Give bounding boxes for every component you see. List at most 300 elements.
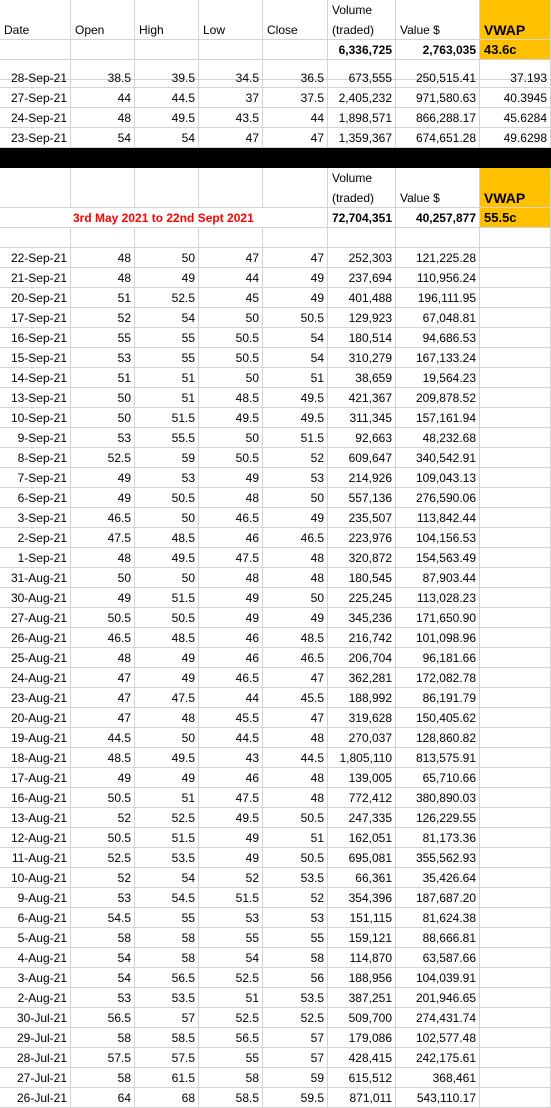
cell-low[interactable]: 46.5 [199, 508, 263, 528]
cell-open[interactable]: 53 [71, 888, 135, 908]
cell-vwap[interactable] [480, 948, 551, 968]
cell-close[interactable]: 54 [263, 348, 328, 368]
cell-close[interactable]: 53.5 [263, 868, 328, 888]
cell-low[interactable]: 48.5 [199, 388, 263, 408]
cell-date[interactable]: 26-Jul-21 [0, 1088, 71, 1108]
cell-vwap[interactable] [480, 808, 551, 828]
cell-low[interactable]: 56.5 [199, 1028, 263, 1048]
cell-low[interactable]: 49.5 [199, 408, 263, 428]
cell-volume[interactable]: 1,898,571 [328, 108, 396, 128]
cell-vwap[interactable] [480, 648, 551, 668]
cell-empty[interactable] [199, 40, 263, 60]
cell-volume[interactable]: 615,512 [328, 1068, 396, 1088]
cell-value[interactable]: 172,082.78 [396, 668, 480, 688]
cell-high[interactable]: 58 [135, 948, 199, 968]
cell-volume[interactable]: 270,037 [328, 728, 396, 748]
cell-low[interactable]: 48 [199, 488, 263, 508]
cell-high[interactable]: 57 [135, 1008, 199, 1028]
cell-open[interactable]: 48 [71, 248, 135, 268]
cell-open[interactable]: 58 [71, 1068, 135, 1088]
cell-open[interactable]: 50 [71, 388, 135, 408]
cell-vwap[interactable] [480, 708, 551, 728]
cell-date[interactable]: 25-Aug-21 [0, 648, 71, 668]
cell-date[interactable]: 20-Sep-21 [0, 288, 71, 308]
cell-date[interactable]: 4-Aug-21 [0, 948, 71, 968]
cell-low[interactable]: 50 [199, 428, 263, 448]
cell-open[interactable]: 46.5 [71, 508, 135, 528]
cell-volume[interactable]: 609,647 [328, 448, 396, 468]
cell-low[interactable]: 43.5 [199, 108, 263, 128]
cell-open[interactable]: 52.5 [71, 848, 135, 868]
cell-high[interactable]: 54 [135, 308, 199, 328]
cell-open[interactable]: 44 [71, 88, 135, 108]
cell-volume[interactable]: 320,872 [328, 548, 396, 568]
cell-date[interactable]: 2-Aug-21 [0, 988, 71, 1008]
cell-close[interactable]: 36.5 [263, 68, 328, 88]
cell-volume[interactable]: 428,415 [328, 1048, 396, 1068]
cell-high[interactable]: 54 [135, 128, 199, 148]
cell-open[interactable]: 52 [71, 808, 135, 828]
cell-volume[interactable]: 188,956 [328, 968, 396, 988]
cell-high[interactable]: 50 [135, 248, 199, 268]
cell-low[interactable]: 45.5 [199, 708, 263, 728]
cell-close[interactable]: 37.5 [263, 88, 328, 108]
bottom-total-vwap[interactable]: 55.5c [480, 208, 551, 228]
cell-high[interactable]: 49.5 [135, 548, 199, 568]
cell-low[interactable]: 44 [199, 688, 263, 708]
total-volume[interactable]: 6,336,725 [328, 40, 396, 60]
cell-volume[interactable]: 159,121 [328, 928, 396, 948]
cell-low[interactable]: 58 [199, 1068, 263, 1088]
cell-open[interactable]: 49 [71, 768, 135, 788]
cell-close[interactable]: 49 [263, 268, 328, 288]
cell-open[interactable]: 58 [71, 1028, 135, 1048]
cell-close[interactable]: 48 [263, 548, 328, 568]
cell-high[interactable]: 53 [135, 468, 199, 488]
cell-low[interactable]: 46 [199, 628, 263, 648]
cell-high[interactable]: 48.5 [135, 528, 199, 548]
cell-volume[interactable]: 345,236 [328, 608, 396, 628]
cell-low[interactable]: 44.5 [199, 728, 263, 748]
cell-close[interactable]: 51 [263, 368, 328, 388]
cell-close[interactable]: 50 [263, 588, 328, 608]
cell-vwap[interactable] [480, 368, 551, 388]
cell-volume[interactable]: 311,345 [328, 408, 396, 428]
cell-close[interactable]: 47 [263, 248, 328, 268]
cell-value[interactable]: 813,575.91 [396, 748, 480, 768]
cell-volume[interactable]: 216,742 [328, 628, 396, 648]
cell-value[interactable]: 86,191.79 [396, 688, 480, 708]
cell-volume[interactable]: 206,704 [328, 648, 396, 668]
cell-close[interactable]: 48.5 [263, 628, 328, 648]
cell-date[interactable]: 29-Jul-21 [0, 1028, 71, 1048]
cell-low[interactable]: 51.5 [199, 888, 263, 908]
cell-low[interactable]: 49 [199, 588, 263, 608]
cell-date[interactable]: 28-Jul-21 [0, 1048, 71, 1068]
cell-value[interactable]: 113,028.23 [396, 588, 480, 608]
header-date[interactable]: Date [0, 0, 71, 40]
cell-volume[interactable]: 401,488 [328, 288, 396, 308]
cell-value[interactable]: 866,288.17 [396, 108, 480, 128]
cell-open[interactable]: 47.5 [71, 528, 135, 548]
cell-close[interactable]: 49 [263, 608, 328, 628]
cell-close[interactable]: 56 [263, 968, 328, 988]
cell-open[interactable]: 54 [71, 128, 135, 148]
cell-date[interactable]: 27-Aug-21 [0, 608, 71, 628]
cell-open[interactable]: 46.5 [71, 628, 135, 648]
cell-high[interactable]: 52.5 [135, 808, 199, 828]
cell-high[interactable]: 49 [135, 768, 199, 788]
cell-value[interactable]: 101,098.96 [396, 628, 480, 648]
cell-close[interactable]: 52 [263, 888, 328, 908]
cell-volume[interactable]: 223,976 [328, 528, 396, 548]
cell-volume[interactable]: 509,700 [328, 1008, 396, 1028]
cell-volume[interactable]: 114,870 [328, 948, 396, 968]
cell-volume[interactable]: 38,659 [328, 368, 396, 388]
cell-close[interactable]: 51.5 [263, 428, 328, 448]
header-value[interactable]: Value $ [396, 0, 480, 40]
cell-vwap[interactable] [480, 968, 551, 988]
cell-close[interactable]: 46.5 [263, 648, 328, 668]
cell-value[interactable]: 242,175.61 [396, 1048, 480, 1068]
cell-vwap[interactable] [480, 688, 551, 708]
cell-high[interactable]: 61.5 [135, 1068, 199, 1088]
cell-value[interactable]: 81,624.38 [396, 908, 480, 928]
cell-date[interactable]: 24-Aug-21 [0, 668, 71, 688]
cell-volume[interactable]: 354,396 [328, 888, 396, 908]
cell-volume[interactable]: 387,251 [328, 988, 396, 1008]
cell-date[interactable]: 22-Sep-21 [0, 248, 71, 268]
cell-date[interactable]: 31-Aug-21 [0, 568, 71, 588]
cell-date[interactable]: 7-Sep-21 [0, 468, 71, 488]
cell-volume[interactable]: 66,361 [328, 868, 396, 888]
cell-high[interactable]: 51.5 [135, 828, 199, 848]
cell-volume[interactable]: 252,303 [328, 248, 396, 268]
cell-value[interactable]: 196,111.95 [396, 288, 480, 308]
cell-low[interactable]: 53 [199, 908, 263, 928]
cell-close[interactable]: 55 [263, 928, 328, 948]
cell-volume[interactable]: 237,694 [328, 268, 396, 288]
cell-high[interactable]: 53.5 [135, 988, 199, 1008]
cell-empty[interactable] [135, 40, 199, 60]
cell-vwap[interactable] [480, 888, 551, 908]
cell-low[interactable]: 47.5 [199, 548, 263, 568]
cell-volume[interactable]: 139,005 [328, 768, 396, 788]
cell-value[interactable]: 355,562.93 [396, 848, 480, 868]
cell-value[interactable]: 380,890.03 [396, 788, 480, 808]
cell-open[interactable]: 55 [71, 328, 135, 348]
cell-low[interactable]: 50 [199, 368, 263, 388]
cell-low[interactable]: 49 [199, 608, 263, 628]
cell-open[interactable]: 50.5 [71, 788, 135, 808]
cell-value[interactable]: 368,461 [396, 1068, 480, 1088]
cell-volume[interactable]: 310,279 [328, 348, 396, 368]
cell-close[interactable]: 48 [263, 768, 328, 788]
cell-date[interactable]: 18-Aug-21 [0, 748, 71, 768]
cell-date[interactable]: 2-Sep-21 [0, 528, 71, 548]
cell-volume[interactable]: 2,405,232 [328, 88, 396, 108]
cell-vwap[interactable] [480, 488, 551, 508]
cell-low[interactable]: 46 [199, 768, 263, 788]
cell-low[interactable]: 46.5 [199, 668, 263, 688]
cell-close[interactable]: 59 [263, 1068, 328, 1088]
cell-vwap[interactable] [480, 528, 551, 548]
cell-close[interactable]: 50.5 [263, 808, 328, 828]
cell-high[interactable]: 51.5 [135, 408, 199, 428]
cell-date[interactable]: 12-Aug-21 [0, 828, 71, 848]
cell-high[interactable]: 58.5 [135, 1028, 199, 1048]
cell-vwap[interactable] [480, 588, 551, 608]
header-open[interactable]: Open [71, 0, 135, 40]
cell-volume[interactable]: 129,923 [328, 308, 396, 328]
cell-volume[interactable]: 247,335 [328, 808, 396, 828]
cell-low[interactable]: 54 [199, 948, 263, 968]
cell-high[interactable]: 50 [135, 728, 199, 748]
bottom-total-value[interactable]: 40,257,877 [396, 208, 480, 228]
cell-vwap[interactable] [480, 928, 551, 948]
cell-date[interactable]: 1-Sep-21 [0, 548, 71, 568]
cell-open[interactable]: 48 [71, 648, 135, 668]
cell-date[interactable]: 19-Aug-21 [0, 728, 71, 748]
cell-vwap[interactable] [480, 548, 551, 568]
cell-date[interactable]: 10-Aug-21 [0, 868, 71, 888]
cell-date[interactable]: 27-Sep-21 [0, 88, 71, 108]
cell-volume[interactable]: 1,805,110 [328, 748, 396, 768]
cell-close[interactable]: 47 [263, 668, 328, 688]
cell-date[interactable]: 16-Aug-21 [0, 788, 71, 808]
cell-value[interactable]: 104,039.91 [396, 968, 480, 988]
cell-vwap[interactable] [480, 748, 551, 768]
cell-volume[interactable]: 225,245 [328, 588, 396, 608]
cell-open[interactable]: 51 [71, 368, 135, 388]
cell-date[interactable]: 30-Aug-21 [0, 588, 71, 608]
cell-date[interactable]: 13-Sep-21 [0, 388, 71, 408]
cell-vwap[interactable] [480, 1048, 551, 1068]
cell-close[interactable]: 54 [263, 328, 328, 348]
cell-high[interactable]: 55 [135, 908, 199, 928]
cell-volume[interactable]: 421,367 [328, 388, 396, 408]
cell-close[interactable]: 46.5 [263, 528, 328, 548]
cell-high[interactable]: 54.5 [135, 888, 199, 908]
cell-volume[interactable]: 235,507 [328, 508, 396, 528]
cell-close[interactable]: 50.5 [263, 308, 328, 328]
cell-volume[interactable]: 151,115 [328, 908, 396, 928]
cell-value[interactable]: 104,156.53 [396, 528, 480, 548]
cell-value[interactable]: 157,161.94 [396, 408, 480, 428]
cell-high[interactable]: 52.5 [135, 288, 199, 308]
cell-vwap[interactable] [480, 1028, 551, 1048]
cell-vwap[interactable] [480, 868, 551, 888]
cell-vwap[interactable] [480, 268, 551, 288]
cell-open[interactable]: 51 [71, 288, 135, 308]
cell-volume[interactable]: 180,545 [328, 568, 396, 588]
cell-vwap[interactable] [480, 328, 551, 348]
cell-value[interactable]: 543,110.17 [396, 1088, 480, 1108]
cell-vwap[interactable] [480, 348, 551, 368]
cell-high[interactable]: 51 [135, 388, 199, 408]
cell-low[interactable]: 43 [199, 748, 263, 768]
cell-volume[interactable]: 180,514 [328, 328, 396, 348]
cell-close[interactable]: 52 [263, 448, 328, 468]
cell-high[interactable]: 51 [135, 788, 199, 808]
cell-open[interactable]: 64 [71, 1088, 135, 1108]
cell-vwap[interactable] [480, 568, 551, 588]
cell-volume[interactable]: 92,663 [328, 428, 396, 448]
cell-vwap[interactable] [480, 288, 551, 308]
cell-low[interactable]: 46 [199, 648, 263, 668]
cell-volume[interactable]: 557,136 [328, 488, 396, 508]
cell-low[interactable]: 49 [199, 828, 263, 848]
cell-close[interactable]: 47 [263, 128, 328, 148]
bottom-header-volume[interactable] [328, 168, 396, 208]
cell-value[interactable]: 171,650.90 [396, 608, 480, 628]
cell-high[interactable]: 49 [135, 268, 199, 288]
cell-close[interactable]: 49 [263, 288, 328, 308]
cell-open[interactable]: 53 [71, 348, 135, 368]
cell-open[interactable]: 54 [71, 968, 135, 988]
cell-value[interactable]: 96,181.66 [396, 648, 480, 668]
cell-low[interactable]: 34.5 [199, 68, 263, 88]
cell-high[interactable]: 59 [135, 448, 199, 468]
cell-vwap[interactable] [480, 1008, 551, 1028]
cell-value[interactable]: 87,903.44 [396, 568, 480, 588]
cell-date[interactable]: 26-Aug-21 [0, 628, 71, 648]
cell-value[interactable]: 109,043.13 [396, 468, 480, 488]
cell-value[interactable]: 276,590.06 [396, 488, 480, 508]
cell-low[interactable]: 44 [199, 268, 263, 288]
cell-date[interactable]: 30-Jul-21 [0, 1008, 71, 1028]
cell-open[interactable]: 48 [71, 548, 135, 568]
cell-open[interactable]: 49 [71, 468, 135, 488]
cell-close[interactable]: 45.5 [263, 688, 328, 708]
cell-high[interactable]: 51 [135, 368, 199, 388]
cell-open[interactable]: 52 [71, 308, 135, 328]
cell-close[interactable]: 48 [263, 728, 328, 748]
cell-high[interactable]: 50.5 [135, 488, 199, 508]
cell-open[interactable]: 48 [71, 268, 135, 288]
cell-value[interactable]: 209,878.52 [396, 388, 480, 408]
cell-high[interactable]: 49.5 [135, 108, 199, 128]
header-close[interactable]: Close [263, 0, 328, 40]
cell-value[interactable]: 65,710.66 [396, 768, 480, 788]
header-high[interactable]: High [135, 0, 199, 40]
cell-vwap[interactable] [480, 728, 551, 748]
cell-open[interactable]: 50 [71, 568, 135, 588]
cell-high[interactable]: 58 [135, 928, 199, 948]
cell-high[interactable]: 49 [135, 668, 199, 688]
cell-value[interactable]: 88,666.81 [396, 928, 480, 948]
cell-date[interactable]: 23-Sep-21 [0, 128, 71, 148]
cell-open[interactable]: 58 [71, 928, 135, 948]
cell-volume[interactable]: 319,628 [328, 708, 396, 728]
cell-volume[interactable]: 214,926 [328, 468, 396, 488]
cell-value[interactable]: 274,431.74 [396, 1008, 480, 1028]
cell-low[interactable]: 47.5 [199, 788, 263, 808]
cell-vwap[interactable]: 37.193 [480, 68, 551, 88]
cell-value[interactable]: 674,651.28 [396, 128, 480, 148]
cell-close[interactable]: 44 [263, 108, 328, 128]
total-value[interactable]: 2,763,035 [396, 40, 480, 60]
cell-close[interactable]: 52.5 [263, 1008, 328, 1028]
cell-date[interactable]: 6-Sep-21 [0, 488, 71, 508]
cell-close[interactable]: 53 [263, 908, 328, 928]
bottom-header-vwap[interactable]: VWAP [480, 168, 551, 208]
cell-value[interactable]: 102,577.48 [396, 1028, 480, 1048]
cell-date[interactable]: 23-Aug-21 [0, 688, 71, 708]
cell-open[interactable]: 50.5 [71, 608, 135, 628]
cell-vwap[interactable] [480, 668, 551, 688]
cell-value[interactable]: 154,563.49 [396, 548, 480, 568]
cell-volume[interactable]: 695,081 [328, 848, 396, 868]
cell-low[interactable]: 52.5 [199, 968, 263, 988]
cell-low[interactable]: 50.5 [199, 348, 263, 368]
cell-high[interactable]: 56.5 [135, 968, 199, 988]
cell-open[interactable]: 56.5 [71, 1008, 135, 1028]
cell-close[interactable]: 53 [263, 468, 328, 488]
cell-close[interactable]: 57 [263, 1048, 328, 1068]
cell-vwap[interactable] [480, 1088, 551, 1108]
cell-vwap[interactable] [480, 908, 551, 928]
cell-date[interactable]: 9-Aug-21 [0, 888, 71, 908]
cell-vwap[interactable] [480, 428, 551, 448]
cell-value[interactable]: 340,542.91 [396, 448, 480, 468]
cell-value[interactable]: 128,860.82 [396, 728, 480, 748]
cell-open[interactable]: 57.5 [71, 1048, 135, 1068]
cell-open[interactable]: 48.5 [71, 748, 135, 768]
cell-date[interactable]: 5-Aug-21 [0, 928, 71, 948]
cell-date[interactable]: 14-Sep-21 [0, 368, 71, 388]
cell-close[interactable]: 59.5 [263, 1088, 328, 1108]
cell-high[interactable]: 53.5 [135, 848, 199, 868]
cell-volume[interactable]: 1,359,367 [328, 128, 396, 148]
cell-date[interactable]: 28-Sep-21 [0, 68, 71, 88]
cell-low[interactable]: 50.5 [199, 328, 263, 348]
cell-value[interactable]: 201,946.65 [396, 988, 480, 1008]
cell-open[interactable]: 52.5 [71, 448, 135, 468]
cell-vwap[interactable] [480, 608, 551, 628]
cell-high[interactable]: 48.5 [135, 628, 199, 648]
cell-low[interactable]: 47 [199, 248, 263, 268]
cell-date[interactable]: 16-Sep-21 [0, 328, 71, 348]
header-volume[interactable] [328, 0, 396, 40]
cell-close[interactable]: 50 [263, 488, 328, 508]
cell-vwap[interactable] [480, 988, 551, 1008]
cell-high[interactable]: 54 [135, 868, 199, 888]
cell-open[interactable]: 50.5 [71, 828, 135, 848]
cell-low[interactable]: 49 [199, 468, 263, 488]
cell-value[interactable]: 121,225.28 [396, 248, 480, 268]
cell-value[interactable]: 35,426.64 [396, 868, 480, 888]
cell-value[interactable]: 67,048.81 [396, 308, 480, 328]
cell-vwap[interactable]: 45.6284 [480, 108, 551, 128]
cell-high[interactable]: 55 [135, 348, 199, 368]
cell-date[interactable]: 8-Sep-21 [0, 448, 71, 468]
total-vwap[interactable]: 43.6c [480, 40, 551, 60]
cell-low[interactable]: 52.5 [199, 1008, 263, 1028]
cell-vwap[interactable] [480, 628, 551, 648]
cell-high[interactable]: 48 [135, 708, 199, 728]
cell-close[interactable]: 48 [263, 788, 328, 808]
cell-high[interactable]: 49 [135, 648, 199, 668]
cell-volume[interactable]: 179,086 [328, 1028, 396, 1048]
cell-date[interactable]: 15-Sep-21 [0, 348, 71, 368]
cell-close[interactable]: 49.5 [263, 408, 328, 428]
cell-open[interactable]: 53 [71, 428, 135, 448]
cell-open[interactable]: 47 [71, 688, 135, 708]
period-label-cell[interactable] [0, 208, 328, 228]
cell-close[interactable]: 51 [263, 828, 328, 848]
cell-vwap[interactable] [480, 1068, 551, 1088]
